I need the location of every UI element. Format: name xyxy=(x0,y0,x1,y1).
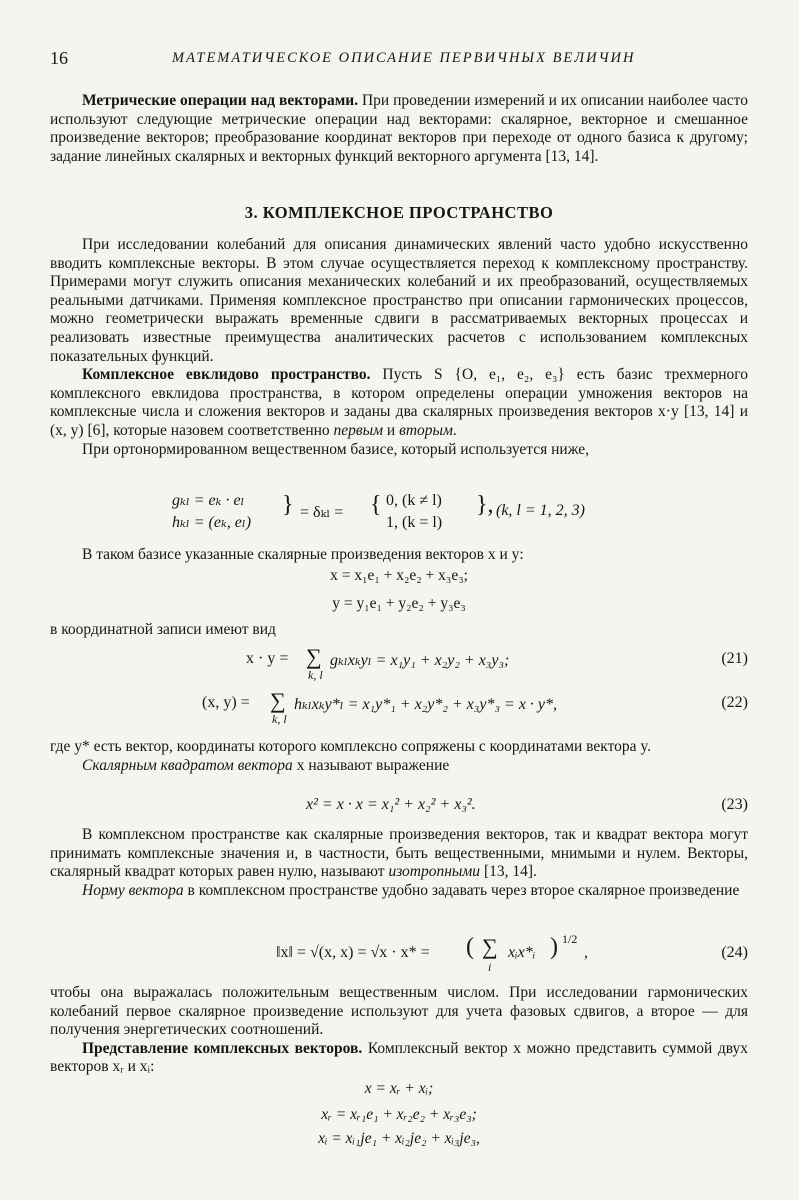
eq22-rhs: hₖₗxₖy*ₗ = x₁y*₁ + x₂y*₂ + x₃y*₃ = x · y*, xyxy=(294,696,558,713)
section-title: 3. КОМПЛЕКСНОЕ ПРОСТРАНСТВО xyxy=(244,203,554,222)
eq21-sum-index: k, l xyxy=(308,668,323,682)
complex-block xyxy=(50,826,748,900)
paragraph-intro: При исследовании колебаний для описания динамических явлений часто удобно искусственно вводить комплексные векторы. В этом случае осуществляется переход к комплексному пространству. Примерами могут служить описания механических колебаний и их преобразований, осуществляемых реальными датчиками. Применяя комплексное пространство при описании гармонических процессов, можно геометрически выражать временные сдвиги в рассматриваемых векторных процессах и реализовать известные преимущества аналитических расчетов с использованием комплексных показательных функций. xyxy=(50,236,748,365)
equation-sum: x = xᵣ + xᵢ; xyxy=(364,1080,434,1097)
paragraph-text: При проведении измерений и их описании наиболее часто используют следующие метрические операции над векторами: скалярное, векторное и смешанное произведение векторов; преобразование координат векторов при переходе от одного базиса к другому; задание линейных скалярных и векторных функций векторного аргумента [13, 14]. xyxy=(50,92,748,165)
period: . xyxy=(452,421,457,439)
eq24-sum-index: i xyxy=(488,960,492,974)
run-in-heading: Комплексное евклидово пространство. xyxy=(82,366,371,384)
run-in-heading: Представление комплексных векторов. xyxy=(82,1039,363,1057)
running-title: МАТЕМАТИЧЕСКОЕ ОПИСАНИЕ ПЕРВИЧНЫХ ВЕЛИЧИН xyxy=(172,50,636,66)
section-block xyxy=(50,204,748,223)
paragraph-text: x называют выражение xyxy=(292,756,450,774)
paragraph-text: в комплексном пространстве удобно задавать через второе скалярное произведение xyxy=(183,881,740,899)
conj-block xyxy=(50,738,748,775)
eq21-number: (21) xyxy=(721,650,748,667)
paragraph-basis-products: В таком базисе указанные скалярные произведения векторов x и y: xyxy=(82,546,524,563)
paren-left: ( xyxy=(466,934,474,960)
equation-basis xyxy=(50,490,748,538)
paragraph-metric-operations xyxy=(50,92,748,166)
equation-delta: = δₖₗ = xyxy=(300,504,344,521)
eq24-comma: , xyxy=(584,944,588,961)
positive-block xyxy=(50,984,748,1077)
paragraph-text: Комплексный вектор x можно представить суммой двух векторов xᵣ и xᵢ: xyxy=(50,1039,748,1076)
equation-x: x = x₁e₁ + x₂e₂ + x₃e₃; xyxy=(330,566,468,584)
eq24-power: 1/2 xyxy=(562,932,578,946)
equation-h: hₖₗ = (eₖ, eₗ) xyxy=(172,514,252,531)
equation-21 xyxy=(50,646,748,686)
left-brace: { xyxy=(370,492,382,518)
eq24-number: (24) xyxy=(721,944,748,961)
eq21-lhs: x · y = xyxy=(246,650,289,667)
term-norm: Норму вектора xyxy=(82,881,184,899)
eq22-sum-index: k, l xyxy=(272,712,287,726)
term-scalar-square: Скалярным квадратом вектора xyxy=(82,756,293,774)
equation-24 xyxy=(50,932,748,978)
equation-g: gₖₗ = eₖ · eₗ xyxy=(172,492,245,509)
eq23-number: (23) xyxy=(721,796,748,813)
paragraph-positive-number: чтобы она выражалась положительным вещественным числом. При исследовании гармонических колебаний первое скалярное произведение используют для учета фазовых сдвигов, а второе — для получения энергетических соотношений. xyxy=(50,984,748,1039)
run-in-heading: Метрические операции над векторами. xyxy=(82,92,359,109)
term-isotropic: изотропными xyxy=(388,863,481,881)
page-header xyxy=(50,48,748,70)
equation-xr: xᵣ = xᵣ₁e₁ + xᵣ₂e₂ + xᵣ₃e₃; xyxy=(321,1106,477,1123)
paragraph-complex-values xyxy=(50,826,748,882)
eq24-inner: xᵢx*ᵢ xyxy=(508,944,536,961)
right-brace-2: }, xyxy=(476,492,494,518)
paragraph-norm xyxy=(50,882,748,901)
sigma-icon: ∑ xyxy=(306,644,322,669)
citation: [13, 14]. xyxy=(480,863,537,881)
equation-xi: xᵢ = xᵢ₁je₁ + xᵢ₂je₂ + xᵢ₃je₃, xyxy=(318,1130,480,1147)
final-equations xyxy=(50,1078,748,1150)
case-not-equal: 0, (k ≠ l) xyxy=(386,492,442,509)
eq23-expr: x² = x · x = x₁² + x₂² + x₃². xyxy=(306,796,476,813)
term-first: первым xyxy=(333,421,384,439)
intro-block xyxy=(50,236,748,459)
right-brace: } xyxy=(282,492,294,518)
index-range: (k, l = 1, 2, 3) xyxy=(496,502,585,519)
equation-22 xyxy=(50,690,748,730)
paragraph-scalar-square xyxy=(50,757,748,776)
equation-23 xyxy=(50,796,748,818)
paragraph-euclidean-space xyxy=(50,366,748,440)
sigma-icon: ∑ xyxy=(482,934,498,959)
paragraph-representation xyxy=(50,1040,748,1077)
eq24-lhs: ‖x‖ = √(x, x) = √x · x* = xyxy=(276,944,430,961)
paragraph-text: В комплексном пространстве как скалярные произведения векторов, так и квадрат вектора могут принимать комплексные значения и, в частности, быть вещественными, мнимыми и нулем. Векторы, скалярный квадрат которых равен нулю, называют xyxy=(50,826,748,881)
paragraph-coordinate: в координатной записи имеют вид xyxy=(50,620,276,638)
equation-y: y = y₁e₁ + y₂e₂ + y₃e₃ xyxy=(332,594,466,612)
metric-paragraph-block xyxy=(50,92,748,166)
eq22-lhs: (x, y) = xyxy=(202,694,250,711)
conjunction: и xyxy=(383,421,400,439)
case-equal: 1, (k = l) xyxy=(386,514,443,531)
sigma-icon: ∑ xyxy=(270,688,286,713)
paragraph-text: Пусть S {O, e₁, e₂, e₃} есть базис трехмерного комплексного евклидова пространства, в котором определены операции умножения векторов на комплексные числа и сложения векторов и заданы два скалярных произведения векторов x·y [13, 14] и (x, y) [6], которые назовем соответственно xyxy=(50,366,749,439)
eq22-number: (22) xyxy=(721,694,748,711)
paragraph-conjugate: где y* есть вектор, координаты которого комплексно сопряжены с координатами вектора y. xyxy=(50,738,652,755)
eq21-rhs: gₖₗxₖyₗ = x₁y₁ + x₂y₂ + x₃y₃; xyxy=(330,652,510,669)
paren-right: ) xyxy=(550,934,558,960)
paragraph-orthonormal: При ортонормированном вещественном базисе, который используется ниже, xyxy=(82,440,589,458)
page-number: 16 xyxy=(50,48,68,68)
term-second: вторым xyxy=(399,421,453,439)
basis-text-block xyxy=(50,546,748,639)
